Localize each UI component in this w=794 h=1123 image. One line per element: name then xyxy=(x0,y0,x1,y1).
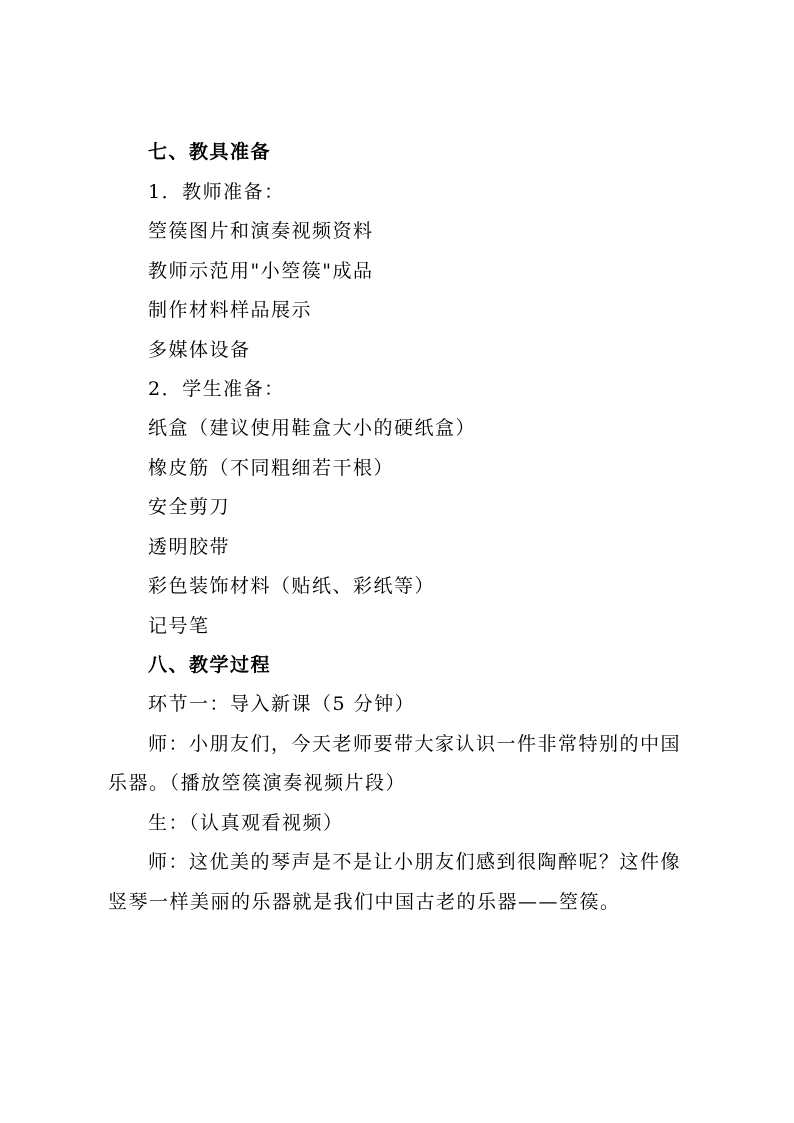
student-preparation-heading: 2．学生准备： xyxy=(148,378,285,400)
student-item: 安全剪刀 xyxy=(148,496,231,518)
section-heading-teaching-aids: 七、教具准备 xyxy=(148,141,272,163)
paragraph-line: 师：这优美的琴声是不是让小朋友们感到很陶醉呢？这件像 xyxy=(148,851,682,873)
paragraph-line: 竖琴一样美丽的乐器就是我们中国古老的乐器——箜篌。 xyxy=(108,891,621,913)
paragraph-line: 生：（认真观看视频） xyxy=(148,812,344,834)
teacher-preparation-heading: 1．教师准备： xyxy=(148,181,285,203)
section-heading-teaching-process: 八、教学过程 xyxy=(148,654,272,676)
paragraph-line: 师：小朋友们，今天老师要带大家认识一件非常特别的中国 xyxy=(148,733,682,755)
teacher-item: 教师示范用"小箜篌"成品 xyxy=(148,260,374,282)
step-title: 环节一：导入新课（5 分钟） xyxy=(148,693,416,715)
paragraph-line: 乐器。（播放箜篌演奏视频片段） xyxy=(108,772,407,794)
student-item: 橡皮筋（不同粗细若干根） xyxy=(148,457,395,479)
teacher-item: 制作材料样品展示 xyxy=(148,299,313,321)
student-item: 纸盒（建议使用鞋盒大小的硬纸盒） xyxy=(148,417,477,439)
student-item: 记号笔 xyxy=(148,615,210,637)
student-item: 透明胶带 xyxy=(148,536,231,558)
teacher-item: 箜篌图片和演奏视频资料 xyxy=(148,220,374,242)
teacher-item: 多媒体设备 xyxy=(148,339,251,361)
student-item: 彩色装饰材料（贴纸、彩纸等） xyxy=(148,575,436,597)
